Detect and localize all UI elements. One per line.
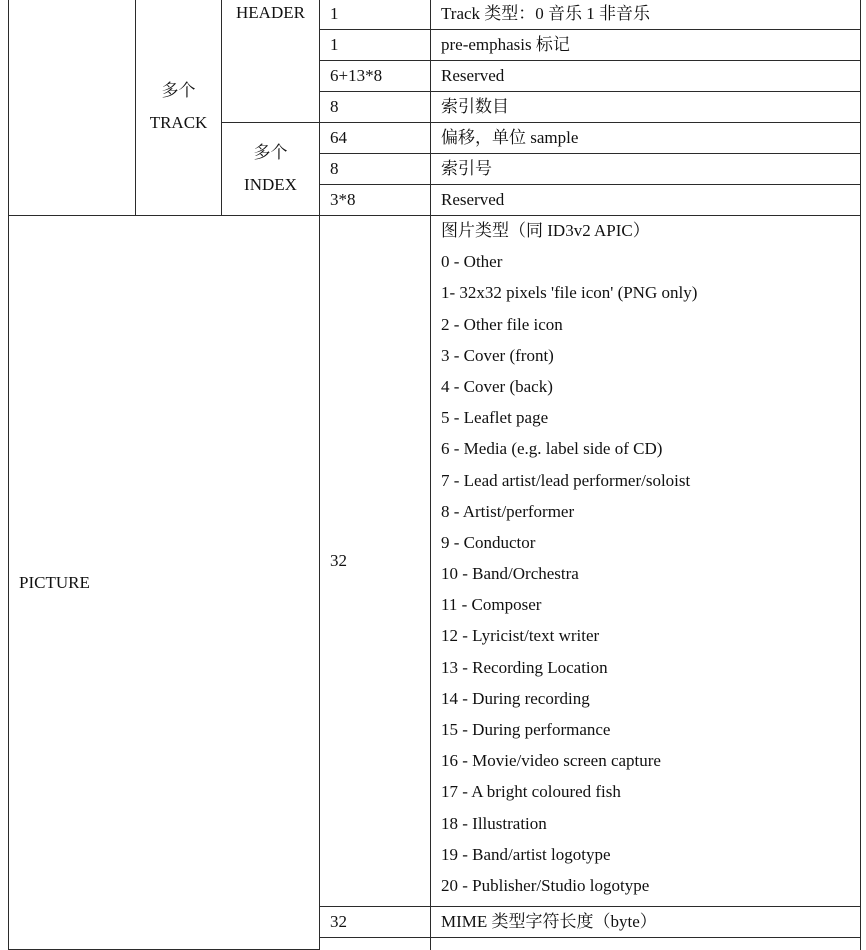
picture-type-item: 6 - Media (e.g. label side of CD) [441,439,663,459]
picture-type-description [431,216,861,907]
picture-type-item: 5 - Leaflet page [441,408,549,428]
size-cell: 32 [320,216,431,907]
size-cell [320,938,431,950]
size-cell: 64 [320,123,431,154]
size-cell: 6+13*8 [320,61,431,92]
picture-type-item: 19 - Band/artist logotype [441,844,611,864]
description-cell: Reserved [431,61,861,92]
picture-type-item: 10 - Band/Orchestra [441,564,579,584]
picture-label: PICTURE [9,216,320,950]
picture-type-item: 3 - Cover (front) [441,345,554,365]
picture-type-item: 18 - Illustration [441,813,547,833]
metadata-format-table [8,0,861,950]
picture-type-item: 12 - Lyricist/text writer [441,626,600,646]
description-cell: 偏移，单位 sample [431,123,861,154]
picture-type-item: 7 - Lead artist/lead performer/soloist [441,470,691,490]
picture-type-item: 11 - Composer [441,595,542,615]
picture-type-item: 2 - Other file icon [441,314,563,334]
description-cell: 索引数目 [431,92,861,123]
picture-type-item: 13 - Recording Location [441,657,608,677]
picture-type-item: 15 - During performance [441,720,611,739]
table-row [9,0,861,30]
size-cell: 1 [320,30,431,61]
picture-type-item: 9 - Conductor [441,532,536,552]
description-cell: Reserved [431,185,861,216]
size-cell: 1 [320,0,431,30]
description-cell: 索引号 [431,154,861,185]
picture-type-item: 1- 32x32 pixels 'file icon' (PNG only) [441,283,698,303]
description-cell: Track 类型：0 音乐 1 非音乐 [431,0,861,30]
multi-track-text: 多个 TRACK [149,81,208,132]
size-cell: 8 [320,154,431,185]
size-cell: 32 [320,907,431,938]
picture-type-item: 17 - A bright coloured fish [441,782,621,802]
description-cell: pre-emphasis 标记 [431,30,861,61]
picture-type-item: 图片类型（同 ID3v2 APIC） [441,221,650,240]
picture-type-item: 20 - Publisher/Studio logotype [441,875,650,895]
multi-index-label [222,123,320,216]
picture-type-item: 16 - Movie/video screen capture [441,751,661,771]
picture-type-item: 0 - Other [441,252,503,272]
size-cell: 3*8 [320,185,431,216]
header-label: HEADER [222,0,320,123]
description-cell: MIME 类型字符长度（byte） [431,907,861,938]
picture-type-list [441,216,850,906]
picture-type-item: 4 - Cover (back) [441,376,553,396]
multi-track-label [136,0,222,216]
picture-type-item: 14 - During recording [441,688,590,708]
table-row [9,216,861,907]
size-cell: 8 [320,92,431,123]
blank-cell [9,0,136,216]
multi-index-text: 多个 INDEX [244,143,297,194]
description-cell [431,938,861,950]
picture-type-item: 8 - Artist/performer [441,501,575,521]
